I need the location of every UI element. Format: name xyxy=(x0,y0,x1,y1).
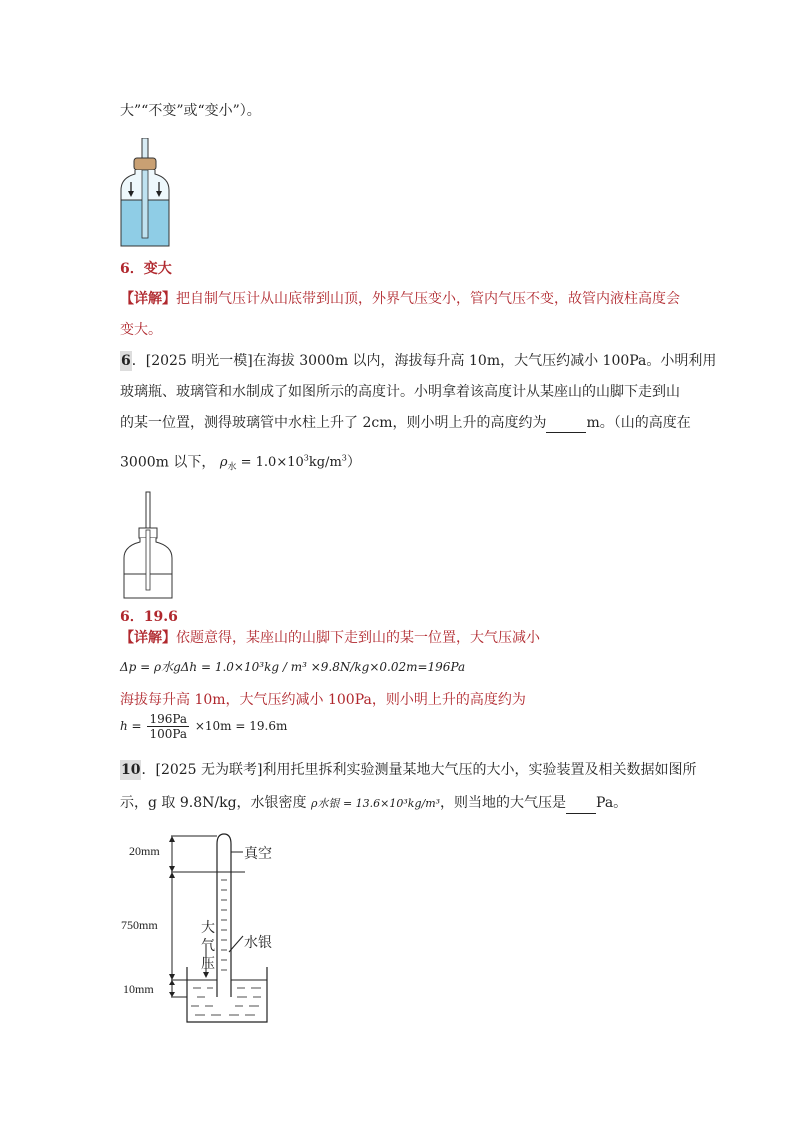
detail-text: 依题意得，某座山的山脚下走到山的某一位置，大气压减小 xyxy=(176,630,540,646)
label-750mm: 750mm xyxy=(121,918,158,932)
label-atmospheric-pressure: 大 气 压 xyxy=(201,920,215,972)
label-vacuum: 真空 xyxy=(244,846,272,862)
q6-detail-2: 海拔每升高 10m，大气压约减小 100Pa，则小明上升的高度约为 xyxy=(120,692,526,708)
q10-text-2b: ，则当地的大气压是 xyxy=(440,795,567,811)
label-mercury: 水银 xyxy=(244,935,272,951)
q6-line-3 xyxy=(120,413,691,433)
q6-answer-number: 6．19.6 xyxy=(120,609,178,625)
prev-answer-detail-2: 变大。 xyxy=(120,322,162,338)
prev-answer-number: 6．变大 xyxy=(120,261,172,277)
label-10mm: 10mm xyxy=(123,982,154,996)
q6-formula-1: Δp = ρ水gΔh = 1.0×10³kg / m³ ×9.8N/kg×0.02m=196Pa xyxy=(120,660,466,674)
q6-text-3a: 的某一位置，测得玻璃管中水柱上升了 2cm，则小明上升的高度约为 xyxy=(120,415,547,431)
q10-number: 10 xyxy=(121,762,141,778)
barometer-bottle-figure xyxy=(115,138,175,250)
prev-answer-detail-1 xyxy=(120,289,680,309)
q6-text-4-end: ） xyxy=(346,454,361,471)
q6-number: 6 xyxy=(121,353,131,369)
detail-tag: 【详解】 xyxy=(120,291,176,307)
q10-text-2a: 示，g 取 9.8N/kg，水银密度 xyxy=(120,795,307,811)
q6-text-1: ．[2025 明光一模]在海拔 3000m 以内，海拔每升高 10m，大气压约减小 100Pa。小明利用 xyxy=(131,353,717,369)
mercury-density: ρ水银 = 13.6×10³kg/m³ xyxy=(311,797,441,810)
q10-line-1 xyxy=(120,760,697,780)
q10-line-2 xyxy=(120,793,627,814)
water-density: $\rho_水 = 1.0\times 10^3kg/m^3$ xyxy=(219,454,347,473)
q6-detail-1 xyxy=(120,628,540,648)
q6-line-1 xyxy=(120,351,716,371)
q6-text-4a: 3000m 以下， xyxy=(120,454,216,471)
q10-text-2c: Pa。 xyxy=(596,795,628,811)
q6-line-2: 玻璃瓶、玻璃管和水制成了如图所示的高度计。小明拿着该高度计从某座山的山脚下走到山 xyxy=(120,384,680,400)
q6-answer-blank[interactable] xyxy=(546,418,586,433)
q6-text-3b: m。（山的高度在 xyxy=(586,415,691,431)
q10-answer-blank[interactable] xyxy=(566,799,596,814)
label-20mm: 20mm xyxy=(129,844,160,858)
q10-text-1: ．[2025 无为联考]利用托里拆利实验测量某地大气压的大小，实验装置及相关数据如图所 xyxy=(141,762,697,778)
q6-line-4 xyxy=(120,449,361,478)
detail-text: 把自制气压计从山底带到山顶，外界气压变小，管内气压不变，故管内液柱高度会 xyxy=(176,291,680,307)
prev-question-tail: 大”“不变”或“变小”）。 xyxy=(120,103,261,119)
q6-formula-2: h = $\frac{196Pa}{100Pa}$ ×10m = 19.6m xyxy=(120,712,288,741)
height-meter-bottle-figure xyxy=(118,490,178,602)
detail-tag: 【详解】 xyxy=(120,630,176,646)
